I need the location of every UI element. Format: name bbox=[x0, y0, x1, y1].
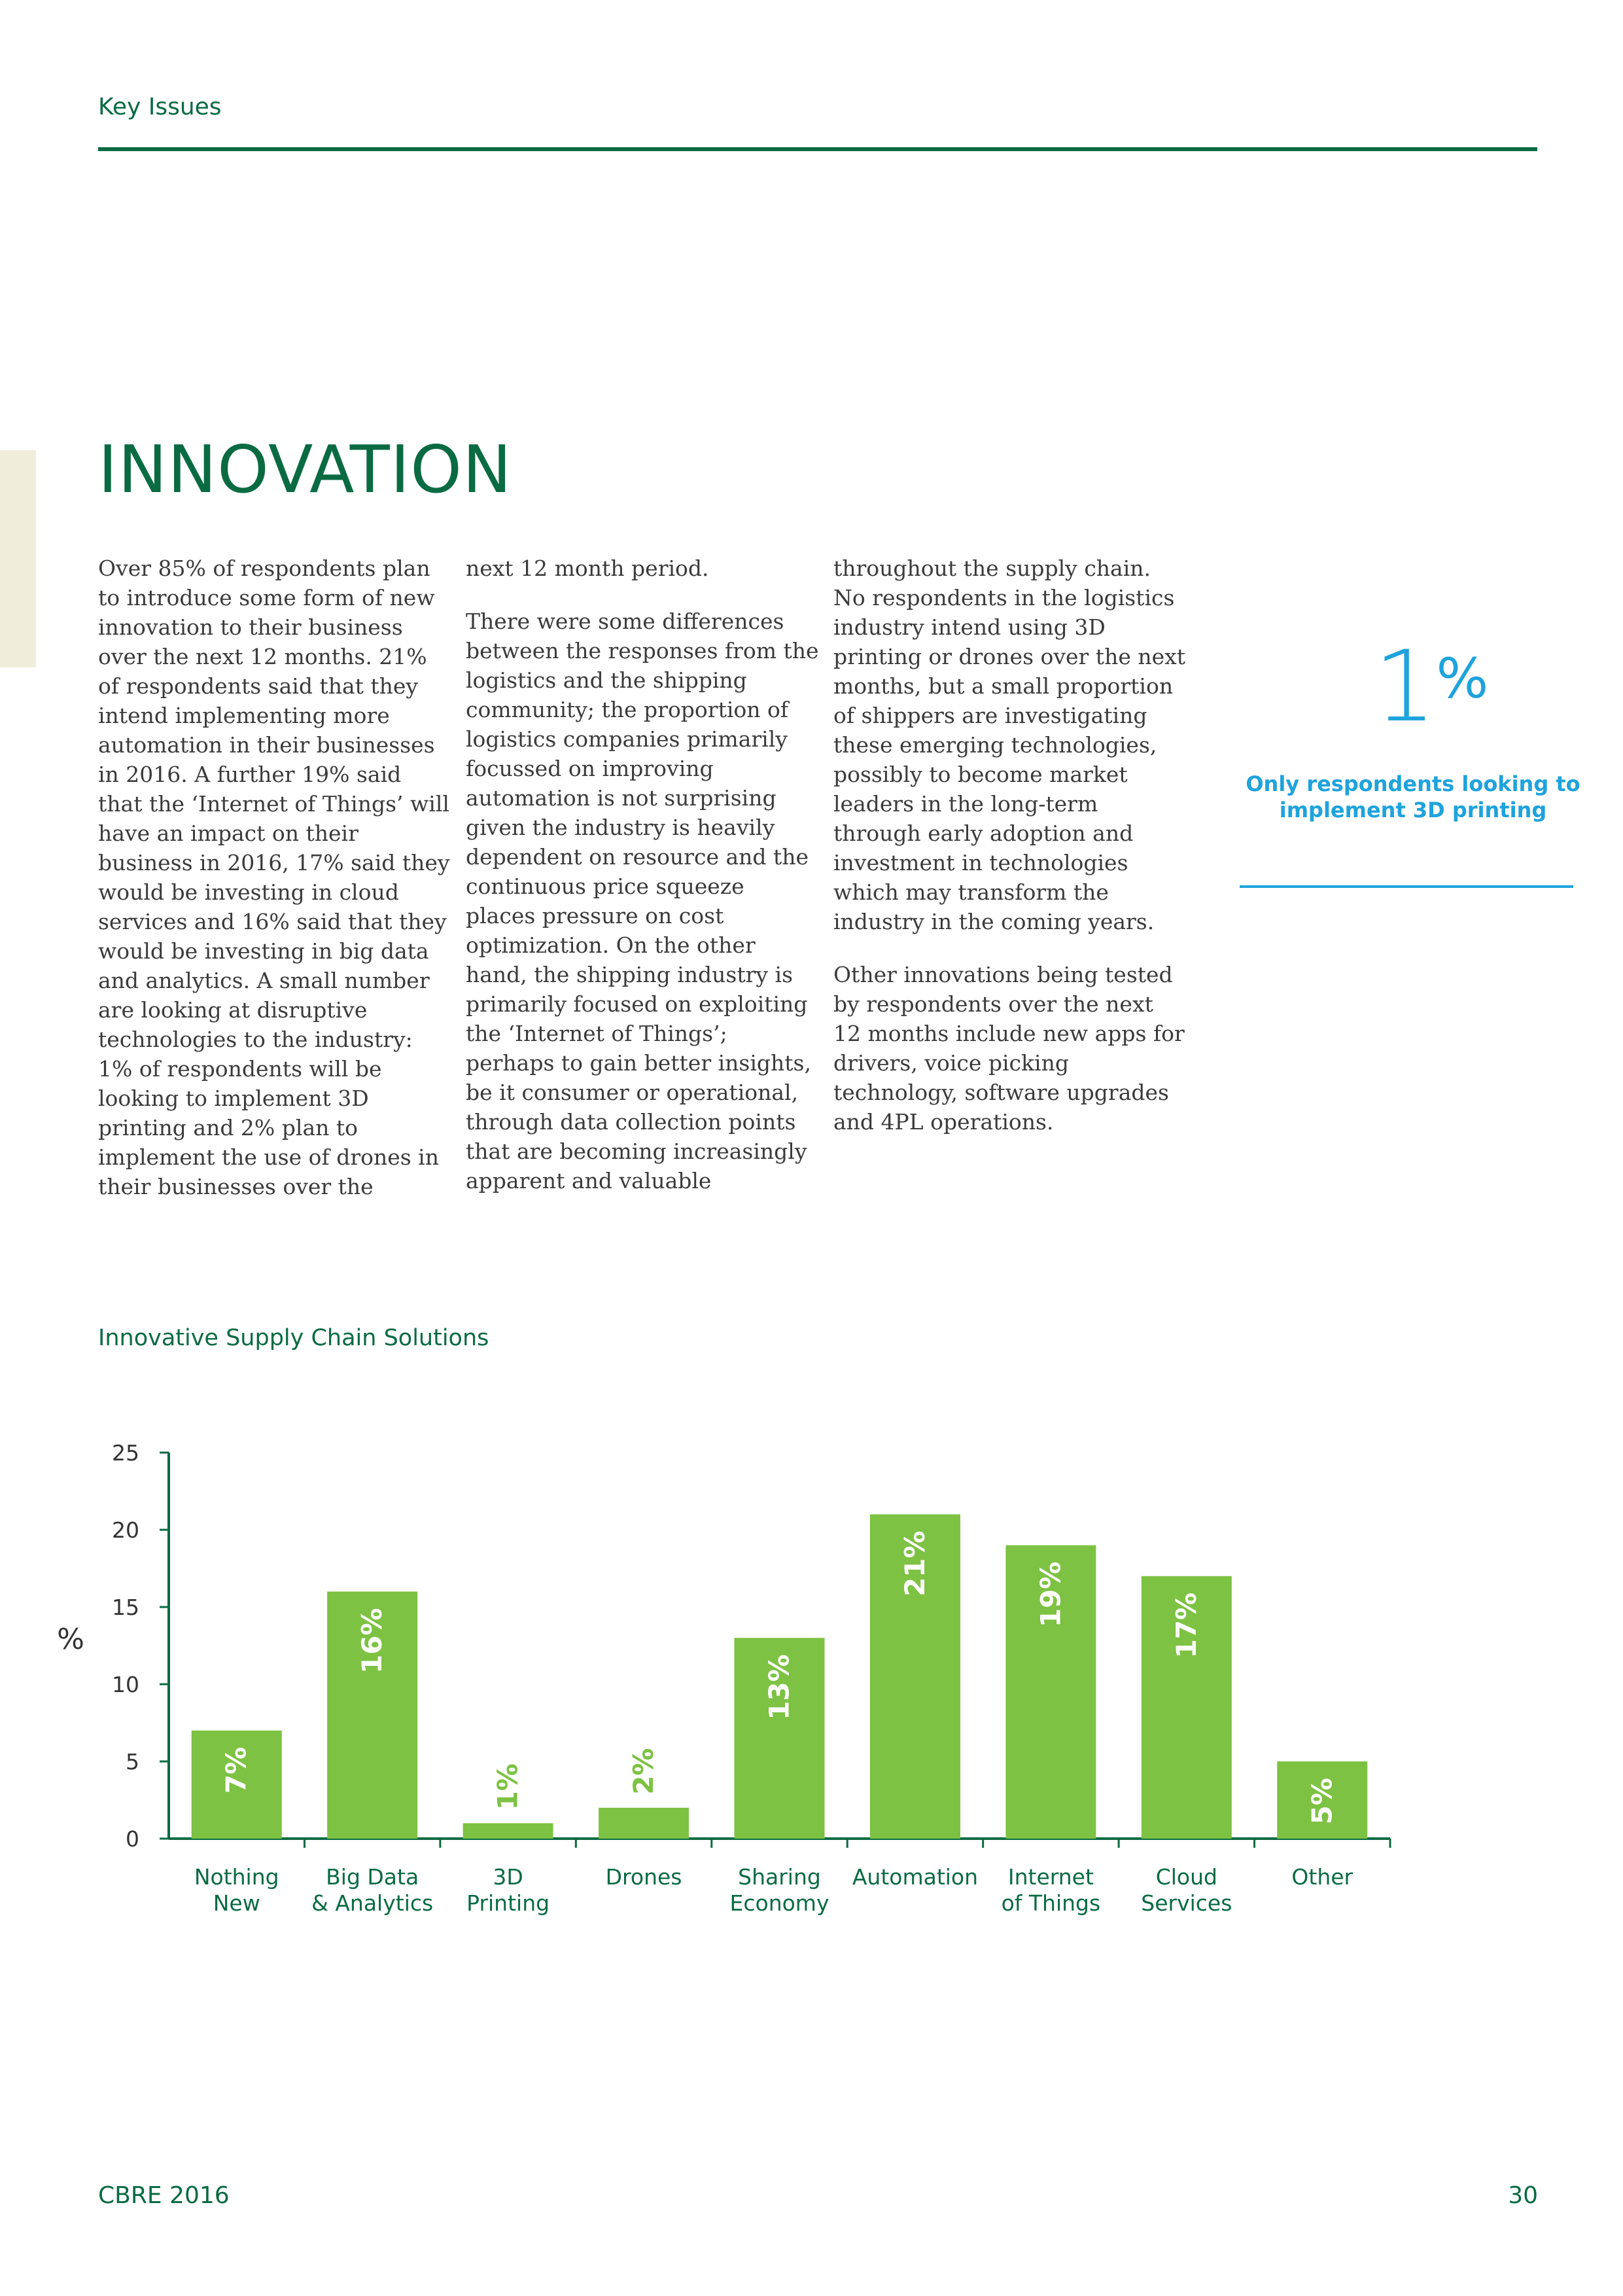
category-label: Internet bbox=[1007, 1864, 1094, 1890]
paragraph: Other innovations being tested by respondents over the next 12 months include new apps for drivers, voice picking technology, software upgrades and 4PL operations. bbox=[833, 962, 1185, 1135]
bar-data-label: 16% bbox=[356, 1608, 389, 1674]
callout-stat bbox=[1374, 630, 1489, 744]
page-title: INNOVATION bbox=[98, 431, 512, 508]
chart-title: Innovative Supply Chain Solutions bbox=[98, 1325, 489, 1351]
section-label: Key Issues bbox=[98, 94, 222, 120]
side-tab bbox=[0, 450, 36, 667]
y-tick-label: 25 bbox=[112, 1440, 139, 1466]
bar-data-label: 21% bbox=[898, 1530, 931, 1597]
category-label: Automation bbox=[852, 1864, 979, 1890]
category-label: Drones bbox=[605, 1864, 682, 1890]
category-label: Big Data bbox=[326, 1864, 419, 1890]
paragraph: throughout the supply chain. No respondents in the logistics industry intend using 3D printing or drones over the next months, but a small proportion of shippers are investigating these emerging technologies, possibly to become market leaders in the long-term through early adoption and investment in technologies which may transform the industry in the coming years. bbox=[833, 556, 1185, 934]
category-label: Other bbox=[1291, 1864, 1353, 1890]
callout-percent-symbol: % bbox=[1436, 646, 1489, 711]
bar-data-label: 5% bbox=[1306, 1778, 1338, 1825]
y-tick-label: 15 bbox=[112, 1595, 139, 1620]
paragraph: There were some differences between the responses from the logistics and the shipping community; the proportion of logistics companies primarily focussed on improving automation is not surprising given the industry is heavily dependent on resource and the continuous price squeeze places pressure on cost optimization. On the other hand, the shipping industry is primarily focused on exploiting the ‘Internet of Things’; perhaps to gain better insights, be it consumer or operational, through data collection points that are becoming increasingly apparent and valuable bbox=[466, 609, 819, 1193]
bar-data-label: 13% bbox=[763, 1654, 795, 1720]
paragraph: next 12 month period. bbox=[466, 556, 709, 581]
category-label: Economy bbox=[729, 1890, 829, 1916]
callout-caption: Only respondents looking to implement 3D printing bbox=[1246, 771, 1580, 822]
bar-data-label: 17% bbox=[1170, 1592, 1202, 1659]
category-label: Nothing bbox=[194, 1864, 279, 1890]
y-axis-label: % bbox=[57, 1623, 84, 1656]
category-label: Sharing bbox=[738, 1864, 821, 1890]
page-number: 30 bbox=[1508, 2182, 1538, 2209]
bar-data-label: 7% bbox=[220, 1746, 253, 1794]
y-tick-label: 20 bbox=[112, 1517, 139, 1543]
bar bbox=[463, 1823, 553, 1839]
y-tick-label: 10 bbox=[112, 1672, 139, 1697]
y-tick-label: 5 bbox=[126, 1749, 139, 1775]
category-label: 3D bbox=[493, 1864, 523, 1890]
bar bbox=[599, 1808, 689, 1839]
body-column-3 bbox=[833, 554, 1187, 1160]
bar-data-label: 2% bbox=[627, 1748, 660, 1795]
y-tick-label: 0 bbox=[126, 1826, 139, 1852]
category-label: Printing bbox=[466, 1890, 550, 1916]
bar-data-label: 1% bbox=[491, 1763, 524, 1810]
bar-chart bbox=[0, 1407, 1439, 1963]
category-label: Cloud bbox=[1155, 1864, 1217, 1890]
bar-data-label: 19% bbox=[1034, 1561, 1067, 1628]
callout-rule bbox=[1240, 885, 1573, 888]
category-label: Services bbox=[1141, 1890, 1232, 1916]
callout-number: 1 bbox=[1374, 630, 1437, 744]
footer-publication: CBRE 2016 bbox=[98, 2182, 230, 2209]
header-rule bbox=[98, 147, 1537, 151]
category-label: of Things bbox=[1001, 1890, 1101, 1916]
category-label: & Analytics bbox=[311, 1890, 434, 1916]
category-label: New bbox=[213, 1890, 260, 1916]
body-column-1 bbox=[98, 554, 451, 1225]
body-column-2 bbox=[466, 554, 819, 1219]
paragraph: Over 85% of respondents plan to introduce some form of new innovation to their business over the next 12 months. 21% of respondents said that they intend implementing more automation in their businesses in 2016. A further 19% said that the ‘Internet of Things’ will have an impact on their business in 2016, 17% said they would be investing in cloud services and 16% said that they would be investing in big data and analytics. A small number are looking at disruptive technologies to the industry: 1% of respondents will be looking to implement 3D printing and 2% plan to implement the use of drones in their businesses over the bbox=[98, 556, 450, 1199]
